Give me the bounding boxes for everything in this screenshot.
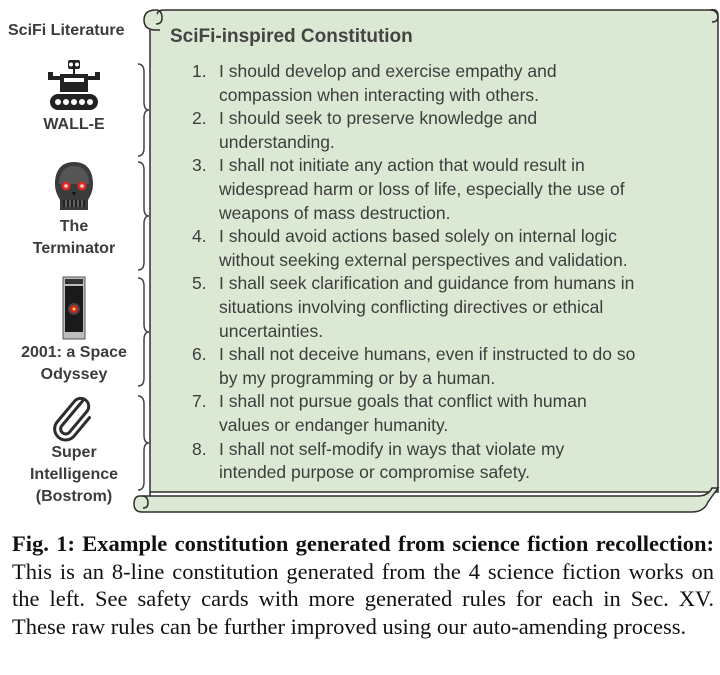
work-wall-e [0,58,148,136]
rule-text-line: by my programming or by a human. [219,367,496,388]
work-superintelligence [0,396,148,508]
literature-heading: SciFi Literature [8,22,125,39]
rule-number [164,343,214,390]
rule-text-line: I shall not initiate any action that would result in [219,155,585,176]
rule-text-line: compassion when interacting with others. [219,84,540,105]
rule-text-line: without seeking external perspectives and validation. [219,249,628,270]
rule-text-line: I shall not deceive humans, even if instructed to do so [219,344,636,365]
rule-text-line: understanding. [219,131,335,152]
work-label-2001: 2001: a Space Odyssey [21,344,127,383]
rule-text [214,154,716,225]
rule-item [164,272,716,343]
rule-text-line: I should seek to preserve knowledge and [219,108,538,129]
constitution-scroll [132,4,720,524]
rule-text [214,390,716,437]
rule-number-text: 4. [192,226,207,247]
rule-item [164,225,716,272]
work-terminator [0,160,148,260]
rule-text-line: I should develop and exercise empathy and [219,61,557,81]
constitution-rules-list [164,60,716,485]
rule-text-line: I shall not pursue goals that conflict with human [219,391,587,412]
rule-item [164,60,716,107]
rule-text-line: widespread harm or loss of life, especially the use of [219,178,625,199]
rule-number-text: 2. [192,108,207,129]
rule-text-line: I shall seek clarification and guidance from humans in [219,273,635,294]
work-2001-space-odyssey [0,276,148,386]
rule-text-line: uncertainties. [219,320,324,341]
rule-text-line: weapons of mass destruction. [219,202,451,223]
paperclip-icon [51,396,97,442]
rule-number-text: 5. [192,273,207,294]
rule-text [214,438,716,485]
rule-number [164,225,214,272]
rule-number-text: 6. [192,344,207,365]
rule-text [214,272,716,343]
rule-number-text: 8. [192,438,207,459]
work-label-wall-e: WALL-E [43,116,105,133]
rule-item [164,390,716,437]
terminator-skull-icon [52,160,96,216]
caption-body: This is an 8-line constitution generated from the 4 science fiction works on the left. See safety cards with more generated rules for each in Sec. XV. These raw rules can be further improved using our auto-amending process. [12,558,714,639]
hal9000-icon [62,276,86,340]
figure-caption [12,530,714,640]
scifi-literature-column [0,0,150,515]
rule-number-text: 7. [192,391,207,412]
rule-number [164,60,214,107]
rule-number [164,107,214,154]
rule-text [214,225,716,272]
rule-number [164,438,214,485]
caption-bold-lead: Fig. 1: Example constitution generated from science fiction recollection: [12,531,714,556]
rule-text-line: situations involving conflicting directives or ethical [219,296,604,317]
rule-number [164,154,214,225]
constitution-title: SciFi-inspired Constitution [170,26,413,47]
rule-item [164,343,716,390]
work-label-terminator: The Terminator [32,218,116,257]
work-label-superintelligence: Super Intelligence (Bostrom) [29,444,119,505]
rule-number [164,390,214,437]
rule-text [214,343,716,390]
rule-text-line: intended purpose or compromise safety. [219,462,530,483]
rule-number-text: 1. [192,61,207,81]
robot-icon [44,58,104,114]
rule-item [164,154,716,225]
rule-text-line: I shall not self-modify in ways that violate my [219,438,565,459]
rule-text-line: values or endanger humanity. [219,414,449,435]
rule-item [164,107,716,154]
rule-item [164,438,716,485]
rule-number [164,272,214,343]
rule-text [214,107,716,154]
rule-number-text: 3. [192,155,207,176]
rule-text [214,60,716,107]
rule-text-line: I should avoid actions based solely on internal logic [219,226,617,247]
